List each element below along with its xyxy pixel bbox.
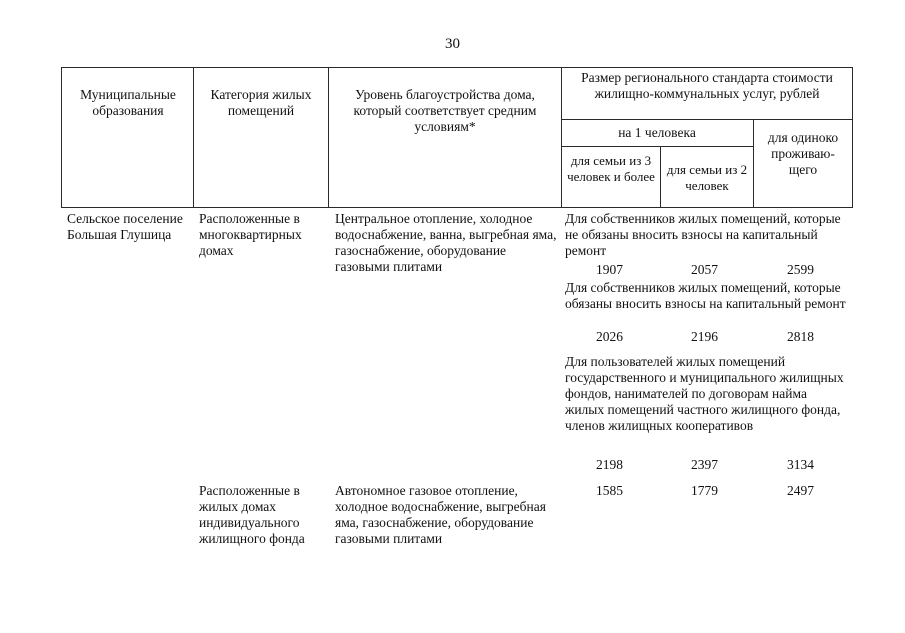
group-label: Для пользователей жилых помещений государственного и муниципального жилищных фондов, нанимателей по договорам найма жилых помещений частного жилищного фонда, членов жилищных кооперативов: [565, 354, 844, 433]
table-border-right: [852, 67, 853, 208]
category-cell: Расположенные в многоквартирных домах: [199, 211, 302, 258]
category-cell: Расположенные в жилых домах индивидуального жилищного фонда: [199, 483, 305, 546]
value-single: 2497: [787, 483, 814, 498]
table-border-bottom: [61, 207, 853, 208]
municipality-cell: Сельское поселение Большая Глушица: [67, 211, 183, 242]
header-municipality: Муниципальные образования: [80, 87, 176, 118]
group-label: Для собственников жилых помещений, которые обязаны вносить взносы на капитальный ремонт: [565, 280, 846, 311]
value-single: 2818: [787, 329, 814, 344]
header-category: Категория жилых помещений: [210, 87, 312, 118]
value-family3: 1585: [596, 483, 623, 498]
header-standard: Размер регионального стандарта стоимости жилищно-коммунальных услуг, рублей: [581, 70, 833, 101]
group-label: Для собственников жилых помещений, которые не обязаны вносить взносы на капитальный ремонт: [565, 211, 841, 258]
value-family3: 2026: [596, 329, 623, 344]
table-border-left: [61, 67, 62, 208]
table-col-divider-2: [328, 67, 329, 208]
amenity-cell: Центральное отопление, холодное водоснабжение, ванна, выгребная яма, газоснабжение, оборудование газовыми плитами: [335, 211, 557, 274]
table-rule-per-person: [561, 146, 753, 147]
value-family2: 2196: [691, 329, 718, 344]
header-per-person: на 1 человека: [618, 125, 696, 140]
table-border-top: [61, 67, 853, 68]
page-number: 30: [445, 36, 460, 52]
value-family2: 1779: [691, 483, 718, 498]
table-col-divider-1: [193, 67, 194, 208]
header-family3: для семьи из 3 человек и более: [567, 153, 655, 184]
value-single: 3134: [787, 457, 814, 472]
value-family2: 2397: [691, 457, 718, 472]
value-family3: 2198: [596, 457, 623, 472]
table-col-divider-4: [660, 146, 661, 208]
value-family2: 2057: [691, 262, 718, 277]
header-family2: для семьи из 2 человек: [666, 162, 748, 193]
value-family3: 1907: [596, 262, 623, 277]
header-amenity: Уровень благоустройства дома, который соответствует средним условиям*: [353, 87, 537, 134]
value-single: 2599: [787, 262, 814, 277]
table-col-divider-5: [753, 119, 754, 208]
table-rule-standard: [561, 119, 853, 120]
header-single: для одиноко проживаю-щего: [767, 130, 839, 177]
amenity-cell: Автономное газовое отопление, холодное водоснабжение, выгребная яма, газоснабжение, оборудование газовыми плитами: [335, 483, 546, 546]
